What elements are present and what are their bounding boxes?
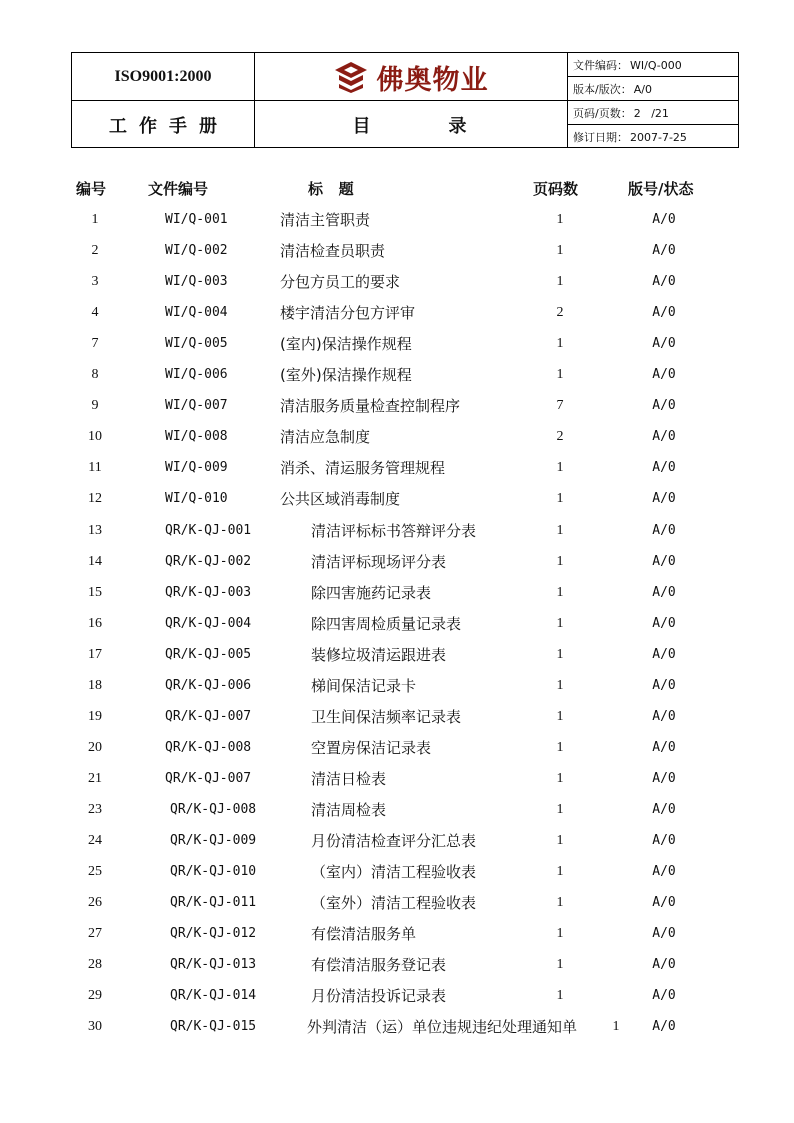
table-row bbox=[0, 769, 794, 800]
row-version: A/0 bbox=[652, 305, 676, 321]
table-row bbox=[0, 1017, 794, 1048]
table-row bbox=[0, 738, 794, 769]
document-title-part-1: 目 bbox=[352, 115, 373, 137]
row-title: (室内)保洁操作规程 bbox=[280, 335, 412, 354]
table-row bbox=[0, 303, 794, 334]
row-pages: 1 bbox=[556, 677, 564, 693]
row-pages: 1 bbox=[556, 988, 564, 1004]
column-header-title: 标 题 bbox=[308, 180, 354, 198]
company-logo-icon bbox=[333, 61, 369, 93]
row-title: 月份清洁检查评分汇总表 bbox=[311, 832, 477, 850]
row-version: A/0 bbox=[652, 926, 676, 942]
table-row bbox=[0, 210, 794, 241]
row-version: A/0 bbox=[652, 615, 676, 631]
row-pages: 1 bbox=[556, 491, 564, 507]
row-version: A/0 bbox=[652, 957, 676, 973]
row-title: （室外）清洁工程验收表 bbox=[311, 894, 477, 913]
row-pages: 1 bbox=[556, 864, 564, 880]
meta-value: A/0 bbox=[633, 82, 652, 96]
row-doc-code: QR/K-QJ-013 bbox=[170, 957, 257, 973]
row-doc-code: QR/K-QJ-011 bbox=[170, 895, 257, 911]
row-pages: 1 bbox=[556, 522, 564, 538]
column-header-code: 文件编号 bbox=[148, 180, 209, 198]
row-doc-code: QR/K-QJ-006 bbox=[165, 677, 252, 693]
row-number: 3 bbox=[91, 274, 99, 290]
row-pages: 7 bbox=[556, 398, 564, 414]
company-logo bbox=[254, 53, 567, 101]
meta-doc-code bbox=[568, 53, 740, 77]
row-number: 2 bbox=[91, 243, 99, 259]
row-pages: 1 bbox=[556, 801, 564, 817]
row-doc-code: QR/K-QJ-004 bbox=[165, 615, 252, 631]
row-doc-code: QR/K-QJ-007 bbox=[165, 770, 252, 786]
row-version: A/0 bbox=[652, 739, 676, 755]
table-row bbox=[0, 521, 794, 552]
row-pages: 1 bbox=[556, 646, 564, 662]
row-number: 28 bbox=[88, 957, 102, 973]
row-doc-code: QR/K-QJ-003 bbox=[165, 584, 252, 600]
row-doc-code: WI/Q-005 bbox=[165, 336, 228, 352]
document-title bbox=[254, 101, 567, 148]
row-pages: 1 bbox=[556, 833, 564, 848]
row-title: 清洁主管职责 bbox=[280, 211, 371, 229]
row-doc-code: QR/K-QJ-014 bbox=[170, 988, 257, 1004]
table-row bbox=[0, 272, 794, 303]
row-doc-code: QR/K-QJ-012 bbox=[170, 926, 257, 942]
table-row bbox=[0, 489, 794, 520]
row-version: A/0 bbox=[652, 398, 676, 414]
table-row bbox=[0, 614, 794, 645]
row-doc-code: WI/Q-001 bbox=[165, 212, 228, 227]
row-pages: 1 bbox=[556, 243, 564, 259]
row-pages: 1 bbox=[556, 336, 564, 352]
table-row bbox=[0, 955, 794, 986]
row-doc-code: WI/Q-006 bbox=[165, 367, 228, 383]
meta-label: 文件编码： bbox=[573, 59, 628, 72]
table-row bbox=[0, 831, 794, 862]
row-title: 有偿清洁服务单 bbox=[311, 925, 417, 944]
row-number: 16 bbox=[88, 615, 102, 631]
meta-version bbox=[568, 77, 740, 101]
meta-page bbox=[568, 101, 740, 125]
row-number: 18 bbox=[88, 677, 102, 693]
row-version: A/0 bbox=[652, 243, 676, 259]
table-row bbox=[0, 924, 794, 955]
meta-label: 版本/版次： bbox=[573, 83, 632, 96]
row-number: 20 bbox=[88, 739, 102, 755]
table-row bbox=[0, 707, 794, 738]
row-title: （室内）清洁工程验收表 bbox=[311, 863, 477, 882]
table-row bbox=[0, 552, 794, 583]
row-title: 清洁评标标书答辩评分表 bbox=[311, 521, 477, 540]
meta-revision-date bbox=[568, 125, 740, 149]
meta-label: 页码/页数： bbox=[573, 107, 632, 120]
row-title: 外判清洁（运）单位违规违纪处理通知单 bbox=[307, 1018, 578, 1037]
row-doc-code: QR/K-QJ-015 bbox=[170, 1019, 257, 1035]
row-version: A/0 bbox=[652, 1019, 676, 1035]
row-doc-code: QR/K-QJ-010 bbox=[170, 864, 257, 880]
meta-label: 修订日期： bbox=[573, 131, 628, 144]
row-title: 消杀、清运服务管理规程 bbox=[280, 459, 446, 478]
row-title: 公共区域消毒制度 bbox=[280, 490, 401, 509]
row-title: (室外)保洁操作规程 bbox=[280, 366, 412, 385]
row-number: 14 bbox=[88, 553, 102, 569]
row-doc-code: WI/Q-004 bbox=[165, 305, 228, 321]
row-version: A/0 bbox=[652, 677, 676, 693]
row-number: 15 bbox=[88, 584, 102, 600]
row-version: A/0 bbox=[652, 708, 676, 724]
row-title: 空置房保洁记录表 bbox=[311, 738, 432, 757]
company-name: 佛奥物业 bbox=[376, 64, 489, 96]
row-number: 7 bbox=[91, 336, 99, 352]
row-title: 清洁周检表 bbox=[311, 800, 387, 819]
table-row bbox=[0, 241, 794, 272]
row-version: A/0 bbox=[652, 274, 676, 290]
row-number: 30 bbox=[88, 1019, 102, 1035]
row-title: 除四害周检质量记录表 bbox=[311, 614, 462, 633]
row-pages: 2 bbox=[556, 429, 564, 445]
row-version: A/0 bbox=[652, 833, 676, 848]
row-pages: 1 bbox=[556, 926, 564, 942]
row-doc-code: WI/Q-010 bbox=[165, 491, 228, 507]
manual-label: 工作手册 bbox=[109, 115, 229, 137]
row-title: 清洁应急制度 bbox=[280, 428, 371, 447]
row-version: A/0 bbox=[652, 336, 676, 352]
row-title: 梯间保洁记录卡 bbox=[311, 676, 417, 695]
row-version: A/0 bbox=[652, 770, 676, 786]
meta-value: WI/Q-000 bbox=[630, 58, 682, 72]
row-pages: 1 bbox=[556, 615, 564, 631]
row-doc-code: WI/Q-003 bbox=[165, 274, 228, 290]
row-doc-code: WI/Q-007 bbox=[165, 398, 228, 414]
row-version: A/0 bbox=[652, 367, 676, 383]
row-number: 26 bbox=[88, 895, 102, 911]
table-row bbox=[0, 986, 794, 1017]
row-number: 9 bbox=[91, 398, 99, 414]
row-number: 19 bbox=[88, 708, 102, 724]
row-number: 10 bbox=[88, 429, 102, 445]
row-number: 8 bbox=[91, 367, 99, 383]
table-row bbox=[0, 427, 794, 458]
row-pages: 1 bbox=[556, 584, 564, 600]
standard-label: ISO9001:2000 bbox=[114, 68, 212, 85]
row-title: 楼宇清洁分包方评审 bbox=[280, 304, 416, 323]
row-title: 月份清洁投诉记录表 bbox=[311, 987, 447, 1006]
row-pages: 1 bbox=[556, 708, 564, 724]
table-row bbox=[0, 458, 794, 489]
row-version: A/0 bbox=[652, 429, 676, 445]
row-doc-code: QR/K-QJ-002 bbox=[165, 553, 252, 569]
row-pages: 1 bbox=[556, 739, 564, 755]
row-doc-code: QR/K-QJ-007 bbox=[165, 708, 252, 724]
row-pages: 1 bbox=[612, 1019, 620, 1035]
row-number: 11 bbox=[88, 460, 102, 476]
table-row bbox=[0, 676, 794, 707]
row-title: 装修垃圾清运跟进表 bbox=[311, 645, 447, 664]
row-version: A/0 bbox=[652, 553, 676, 569]
row-number: 25 bbox=[88, 864, 102, 880]
table-row bbox=[0, 645, 794, 676]
row-number: 12 bbox=[88, 491, 102, 507]
row-pages: 1 bbox=[556, 212, 564, 227]
row-doc-code: QR/K-QJ-008 bbox=[170, 801, 257, 817]
row-doc-code: QR/K-QJ-009 bbox=[170, 833, 257, 848]
row-number: 24 bbox=[88, 833, 102, 848]
row-version: A/0 bbox=[652, 584, 676, 600]
row-number: 29 bbox=[88, 988, 102, 1004]
row-doc-code: WI/Q-008 bbox=[165, 429, 228, 445]
row-pages: 1 bbox=[556, 770, 564, 786]
row-number: 1 bbox=[91, 212, 99, 227]
meta-value: 2007-7-25 bbox=[630, 130, 687, 144]
row-version: A/0 bbox=[652, 895, 676, 911]
row-number: 13 bbox=[88, 522, 102, 538]
column-header-no: 编号 bbox=[76, 180, 107, 198]
row-doc-code: WI/Q-002 bbox=[165, 243, 228, 259]
table-row bbox=[0, 893, 794, 924]
row-doc-code: QR/K-QJ-008 bbox=[165, 739, 252, 755]
row-number: 21 bbox=[88, 770, 102, 786]
row-title: 清洁服务质量检查控制程序 bbox=[280, 397, 461, 416]
row-doc-code: WI/Q-009 bbox=[165, 460, 228, 476]
row-pages: 1 bbox=[556, 274, 564, 290]
row-doc-code: QR/K-QJ-001 bbox=[165, 522, 252, 538]
row-pages: 1 bbox=[556, 957, 564, 973]
row-pages: 1 bbox=[556, 367, 564, 383]
row-version: A/0 bbox=[652, 460, 676, 476]
row-version: A/0 bbox=[652, 646, 676, 662]
row-version: A/0 bbox=[652, 522, 676, 538]
row-doc-code: QR/K-QJ-005 bbox=[165, 646, 252, 662]
table-row bbox=[0, 334, 794, 365]
column-header-pages: 页码数 bbox=[533, 180, 579, 198]
row-title: 分包方员工的要求 bbox=[280, 273, 401, 292]
table-row bbox=[0, 365, 794, 396]
row-version: A/0 bbox=[652, 212, 676, 227]
table-row bbox=[0, 862, 794, 893]
row-pages: 2 bbox=[556, 305, 564, 321]
row-title: 卫生间保洁频率记录表 bbox=[311, 707, 462, 726]
row-title: 清洁评标现场评分表 bbox=[311, 552, 447, 571]
row-number: 4 bbox=[91, 305, 99, 321]
row-title: 清洁检查员职责 bbox=[280, 242, 386, 261]
document-title-part-2: 录 bbox=[448, 115, 469, 137]
table-row bbox=[0, 800, 794, 831]
row-version: A/0 bbox=[652, 491, 676, 507]
row-title: 有偿清洁服务登记表 bbox=[311, 956, 447, 975]
row-version: A/0 bbox=[652, 988, 676, 1004]
row-version: A/0 bbox=[652, 864, 676, 880]
row-version: A/0 bbox=[652, 801, 676, 817]
row-number: 23 bbox=[88, 801, 102, 817]
row-number: 27 bbox=[88, 926, 102, 942]
table-row bbox=[0, 583, 794, 614]
row-title: 清洁日检表 bbox=[311, 769, 387, 788]
row-title: 除四害施药记录表 bbox=[311, 583, 432, 602]
table-row bbox=[0, 396, 794, 427]
row-pages: 1 bbox=[556, 460, 564, 476]
meta-value: 2 /21 bbox=[633, 106, 669, 120]
row-number: 17 bbox=[88, 646, 102, 662]
row-pages: 1 bbox=[556, 553, 564, 569]
column-header-version: 版号/状态 bbox=[628, 180, 694, 198]
row-pages: 1 bbox=[556, 895, 564, 911]
header-table bbox=[71, 52, 739, 148]
